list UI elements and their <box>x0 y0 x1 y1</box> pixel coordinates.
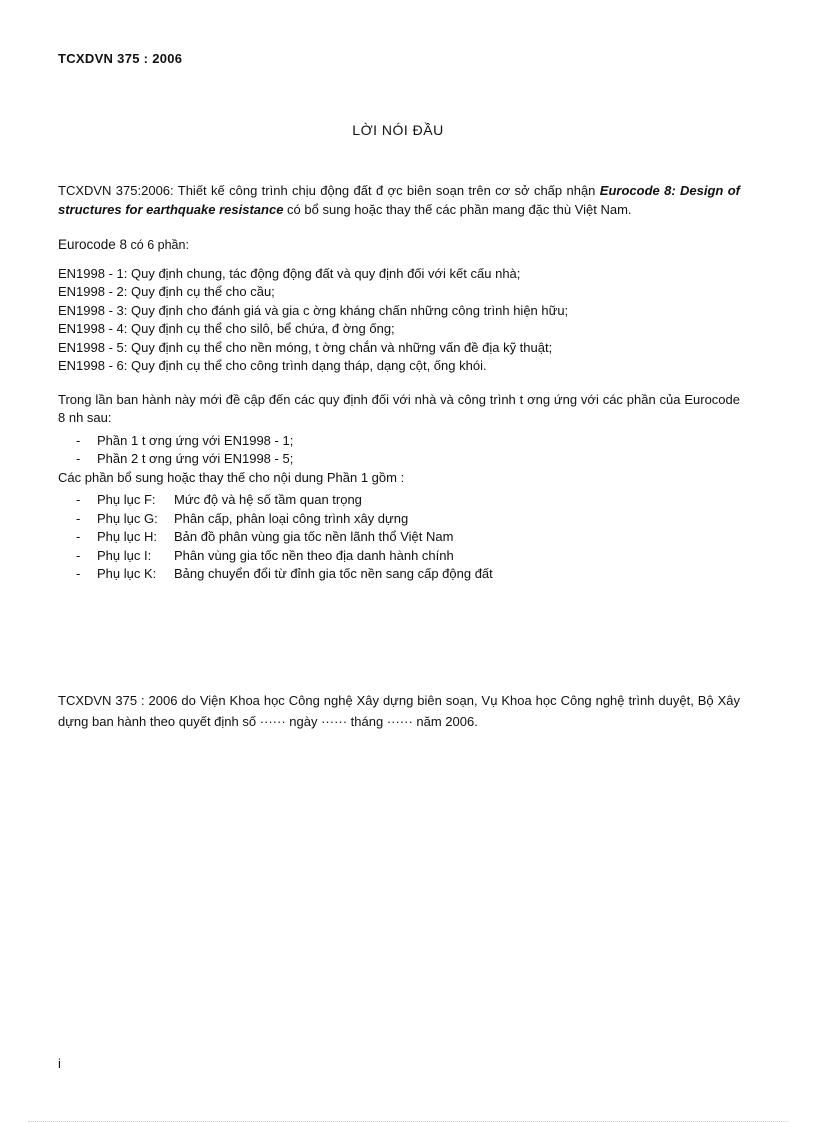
part-item: EN1998 - 4: Quy định cụ thể cho silô, bể chứa, đ ờng ống; <box>58 321 395 336</box>
document-body <box>58 182 740 584</box>
part-item: EN1998 - 5: Quy định cụ thể cho nền móng, t ờng chắn và những vấn đề địa kỹ thuật; <box>58 339 553 355</box>
dash-bullet: - <box>76 510 81 526</box>
closing-paragraph: TCXDVN 375 : 2006 do Viện Khoa học Công nghệ Xây dựng biên soạn, Vụ Khoa học Công nghệ trình duyệt, Bộ Xây dựng ban hành theo quyết định số ······ ngày ······ tháng ······ năm 2006. <box>58 693 740 729</box>
scope-item-text: Phần 2 t ơng ứng với EN1998 - 5; <box>97 451 294 466</box>
list-item <box>76 565 740 584</box>
list-item <box>76 528 740 547</box>
page-number: i <box>58 1056 61 1071</box>
annex-code: Phụ lục F: <box>97 492 156 507</box>
dash-bullet: - <box>76 492 81 507</box>
list-item <box>76 510 740 529</box>
list-item <box>76 432 740 451</box>
annex-code: Phụ lục G: <box>97 510 158 526</box>
scope-paragraph: Trong lần ban hành này mới đề cập đến các quy định đối với nhà và công trình t ơng ứng với các phần của Eurocode 8 nh sau: <box>58 391 740 425</box>
part-item: EN1998 - 6: Quy định cụ thể cho công trình dạng tháp, dạng cột, ống khói. <box>58 358 487 373</box>
part-item: EN1998 - 2: Quy định cụ thể cho cầu; <box>58 284 275 299</box>
annex-text: Bảng chuyển đổi từ đỉnh gia tốc nền sang cấp động đất <box>174 566 493 581</box>
annex-list <box>58 491 740 584</box>
dash-bullet: - <box>76 566 81 581</box>
eurocode-parts-heading <box>58 236 740 255</box>
annex-text: Bản đồ phân vùng gia tốc nền lãnh thổ Việt Nam <box>174 529 454 544</box>
eurocode-title: Eurocode 8: Design of structures for earthquake resistance <box>58 183 740 217</box>
intro-paragraph <box>58 182 740 219</box>
annex-code: Phụ lục K: <box>97 566 157 581</box>
scope-list <box>58 432 740 469</box>
list-item <box>76 547 740 566</box>
annex-intro: Các phần bổ sung hoặc thay thế cho nội dung Phần 1 gồm : <box>58 469 405 485</box>
annex-text: Phân cấp, phân loại công trình xây dựng <box>174 510 409 526</box>
page-bottom-divider <box>28 1121 788 1122</box>
eurocode-name: Eurocode 8 <box>58 237 128 252</box>
list-item <box>76 450 740 469</box>
dash-bullet: - <box>76 547 81 563</box>
annex-text: Phân vùng gia tốc nền theo địa danh hành chính <box>174 547 454 563</box>
eurocode-parts-count: có 6 phần: <box>127 238 189 252</box>
list-item <box>76 491 740 510</box>
intro-lead: TCXDVN 375:2006: Thiết kế công trình chịu động đất đ ợc biên soạn trên cơ sở chấp nhận <box>58 183 600 198</box>
dash-bullet: - <box>76 432 81 448</box>
dash-bullet: - <box>76 451 81 466</box>
intro-tail: có bổ sung hoặc thay thế các phần mang đặc thù Việt Nam. <box>283 201 632 217</box>
annex-code: Phụ lục H: <box>97 529 157 544</box>
eurocode-parts-list <box>58 265 740 376</box>
page-header: TCXDVN 375 : 2006 <box>58 51 183 63</box>
part-item: EN1998 - 3: Quy định cho đánh giá và gia c ờng kháng chấn những công trình hiện hữu; <box>58 302 569 318</box>
part-item: EN1998 - 1: Quy định chung, tác động động đất và quy định đối với kết cấu nhà; <box>58 265 521 281</box>
scope-item-text: Phần 1 t ơng ứng với EN1998 - 1; <box>97 432 294 448</box>
annex-code: Phụ lục I: <box>97 547 152 563</box>
dash-bullet: - <box>76 529 81 544</box>
annex-text: Mức độ và hệ số tầm quan trọng <box>174 492 362 507</box>
page-title: LỜI NÓI ĐẦU <box>352 122 444 138</box>
